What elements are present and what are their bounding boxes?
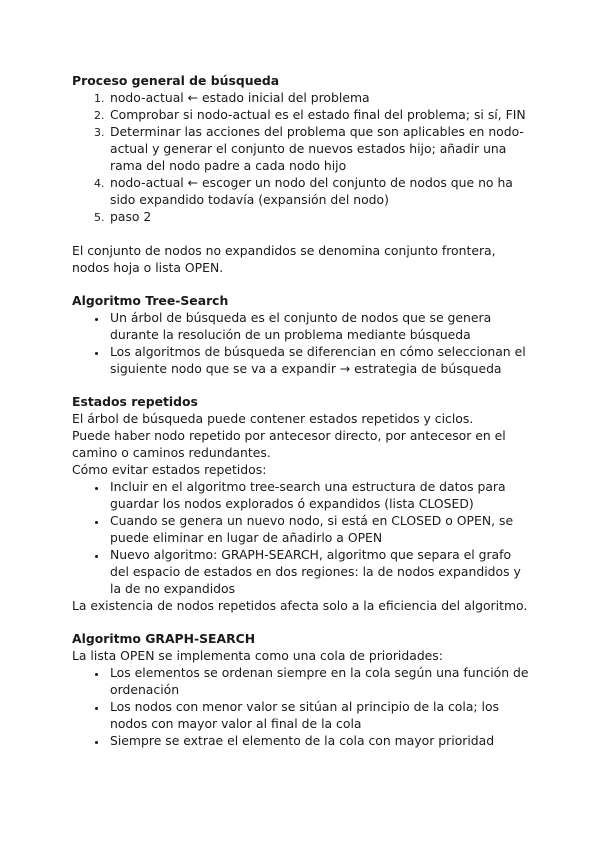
section-title: Algoritmo Tree-Search: [72, 293, 229, 308]
paragraph: La existencia de nodos repetidos afecta solo a la eficiencia del algoritmo.: [72, 598, 528, 613]
paragraph: La lista OPEN se implementa como una cola de prioridades:: [72, 648, 443, 663]
list-item: 2. Comprobar si nodo-actual es el estado final del problema; si sí, FIN: [108, 106, 532, 123]
section-graph-search: [72, 630, 532, 749]
section-estados-repetidos: [72, 393, 532, 614]
list-item: 1. nodo-actual ← estado inicial del problema: [108, 89, 532, 106]
list-item: • Incluir en el algoritmo tree-search una estructura de datos para guardar los nodos explorados ó expandidos (lista CLOSED): [108, 478, 532, 512]
section-tree-search: [72, 292, 532, 377]
list-item: 3. Determinar las acciones del problema que son aplicables en nodo-actual y generar el conjunto de nuevos estados hijo; añadir una rama del nodo padre a cada nodo hijo: [108, 123, 532, 174]
section-title: Estados repetidos: [72, 394, 198, 409]
section-title: Algoritmo GRAPH-SEARCH: [72, 631, 256, 646]
ordered-list: [72, 89, 532, 225]
paragraph: Cómo evitar estados repetidos:: [72, 462, 267, 477]
section-proceso-general: [72, 72, 532, 276]
paragraph: El árbol de búsqueda puede contener estados repetidos y ciclos.: [72, 411, 474, 426]
list-item: • Los algoritmos de búsqueda se diferencian en cómo seleccionan el siguiente nodo que se va a expandir → estrategia de búsqueda: [108, 343, 532, 377]
list-item: 4. nodo-actual ← escoger un nodo del conjunto de nodos que no ha sido expandido todavía (expansión del nodo): [108, 174, 532, 208]
document-content: [72, 72, 532, 765]
list-item: • Los elementos se ordenan siempre en la cola según una función de ordenación: [108, 664, 532, 698]
bullet-list: [72, 478, 532, 597]
list-item: • Nuevo algoritmo: GRAPH-SEARCH, algoritmo que separa el grafo del espacio de estados en dos regiones: la de nodos expandidos y la de no expandidos: [108, 546, 532, 597]
paragraph: El conjunto de nodos no expandidos se denomina conjunto frontera, nodos hoja o lista OPEN.: [72, 243, 496, 275]
bullet-list: [72, 664, 532, 749]
list-item: • Siempre se extrae el elemento de la cola con mayor prioridad: [108, 732, 532, 749]
bullet-list: [72, 309, 532, 377]
list-item: • Los nodos con menor valor se sitúan al principio de la cola; los nodos con mayor valor al final de la cola: [108, 698, 532, 732]
list-item: 5. paso 2: [108, 208, 532, 225]
list-item: • Cuando se genera un nuevo nodo, si está en CLOSED o OPEN, se puede eliminar en lugar de añadirlo a OPEN: [108, 512, 532, 546]
paragraph: Puede haber nodo repetido por antecesor directo, por antecesor en el camino o caminos redundantes.: [72, 428, 506, 460]
section-title: Proceso general de búsqueda: [72, 73, 280, 88]
list-item: • Un árbol de búsqueda es el conjunto de nodos que se genera durante la resolución de un problema mediante búsqueda: [108, 309, 532, 343]
